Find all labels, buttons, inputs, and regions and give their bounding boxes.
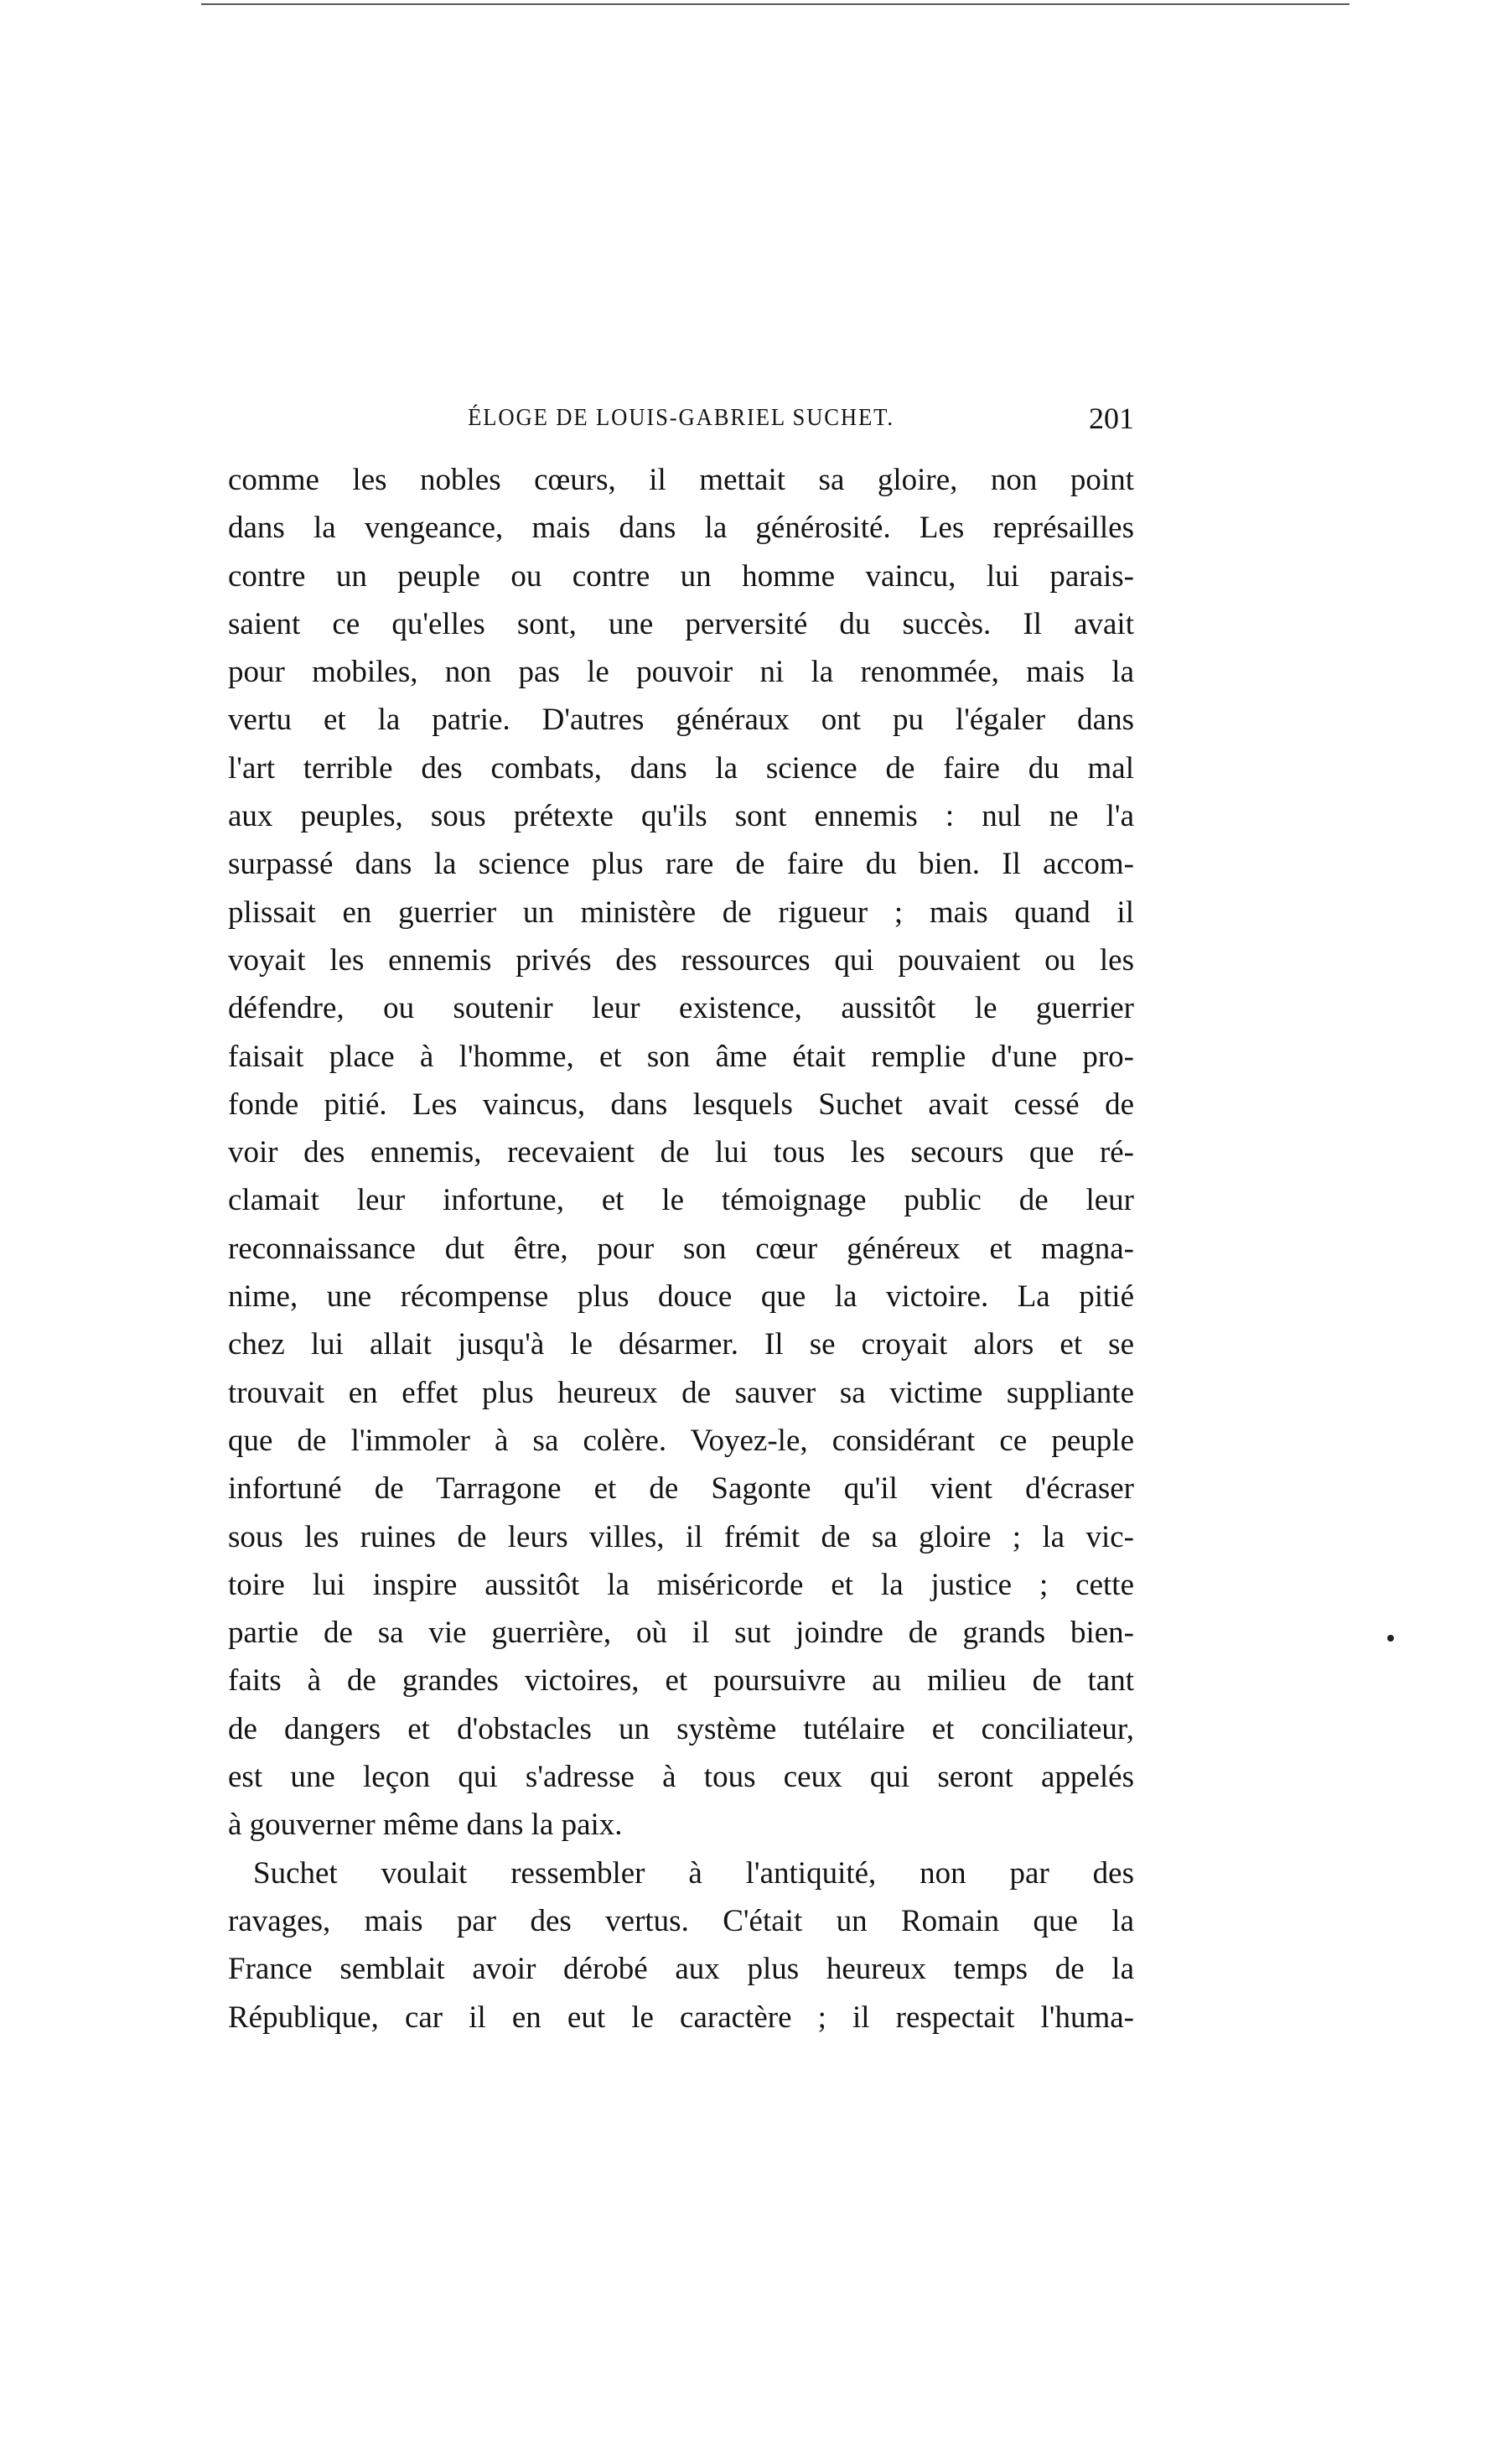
text-line: saient ce qu'elles sont, une perversité du succès. Il avait xyxy=(228,606,1134,641)
text-line: partie de sa vie guerrière, où il sut joindre de grands bien- xyxy=(228,1616,1134,1651)
text-line: défendre, ou soutenir leur existence, aussitôt le guerrier xyxy=(228,991,1134,1026)
text-line: l'art terrible des combats, dans la science de faire du mal xyxy=(228,750,1134,786)
text-line: aux peuples, sous prétexte qu'ils sont ennemis : nul ne l'a xyxy=(228,799,1134,834)
text-line: vertu et la patrie. D'autres généraux ont pu l'égaler dans xyxy=(228,703,1134,738)
text-line: sous les ruines de leurs villes, il frémit de sa gloire ; la vic- xyxy=(228,1519,1134,1554)
text-line: dans la vengeance, mais dans la générosité. Les représailles xyxy=(228,511,1134,546)
text-line: faits à de grandes victoires, et poursuivre au milieu de tant xyxy=(228,1663,1134,1699)
text-line: reconnaissance dut être, pour son cœur généreux et magna- xyxy=(228,1231,1134,1266)
text-line: infortuné de Tarragone et de Sagonte qu'il vient d'écraser xyxy=(228,1471,1134,1507)
body-text xyxy=(228,456,1134,2041)
text-line: trouvait en effet plus heureux de sauver sa victime suppliante xyxy=(228,1375,1134,1410)
page-header xyxy=(228,404,1134,441)
text-line: fonde pitié. Les vaincus, dans lesquels Suchet avait cessé de xyxy=(228,1087,1134,1122)
text-line: France semblait avoir dérobé aux plus heureux temps de la xyxy=(228,1952,1134,1987)
text-line: faisait place à l'homme, et son âme était remplie d'une pro- xyxy=(228,1039,1134,1074)
text-line: nime, une récompense plus douce que la victoire. La pitié xyxy=(228,1279,1134,1315)
text-line: pour mobiles, non pas le pouvoir ni la renommée, mais la xyxy=(228,655,1134,690)
text-line: Suchet voulait ressembler à l'antiquité, non par des xyxy=(253,1855,1134,1891)
text-line: contre un peuple ou contre un homme vaincu, lui parais- xyxy=(228,558,1134,594)
text-line: est une leçon qui s'adresse à tous ceux qui seront appelés xyxy=(228,1760,1134,1795)
text-line: à gouverner même dans la paix. xyxy=(228,1808,623,1843)
text-line: République, car il en eut le caractère ; il respectait l'huma- xyxy=(228,2000,1134,2035)
text-line: que de l'immoler à sa colère. Voyez-le, considérant ce peuple xyxy=(228,1423,1134,1458)
text-line: ravages, mais par des vertus. C'était un Romain que la xyxy=(228,1903,1134,1938)
text-line: voyait les ennemis privés des ressources qui pouvaient ou les xyxy=(228,942,1134,978)
text-line: comme les nobles cœurs, il mettait sa gloire, non point xyxy=(228,463,1134,497)
scan-edge-rule xyxy=(201,3,1350,5)
page-number: 201 xyxy=(1089,402,1134,435)
text-line: plissait en guerrier un ministère de rigueur ; mais quand il xyxy=(228,895,1134,930)
text-line: voir des ennemis, recevaient de lui tous les secours que ré- xyxy=(228,1135,1134,1170)
text-line: clamait leur infortune, et le témoignage public de leur xyxy=(228,1183,1134,1218)
text-line: de dangers et d'obstacles un système tutélaire et conciliateur, xyxy=(228,1711,1134,1746)
running-title: ÉLOGE DE LOUIS-GABRIEL SUCHET. xyxy=(468,404,894,431)
text-line: toire lui inspire aussitôt la miséricorde et la justice ; cette xyxy=(228,1567,1134,1602)
text-line: surpassé dans la science plus rare de faire du bien. Il accom- xyxy=(228,847,1134,882)
scan-speck xyxy=(1387,1635,1394,1642)
text-line: chez lui allait jusqu'à le désarmer. Il se croyait alors et se xyxy=(228,1327,1134,1362)
